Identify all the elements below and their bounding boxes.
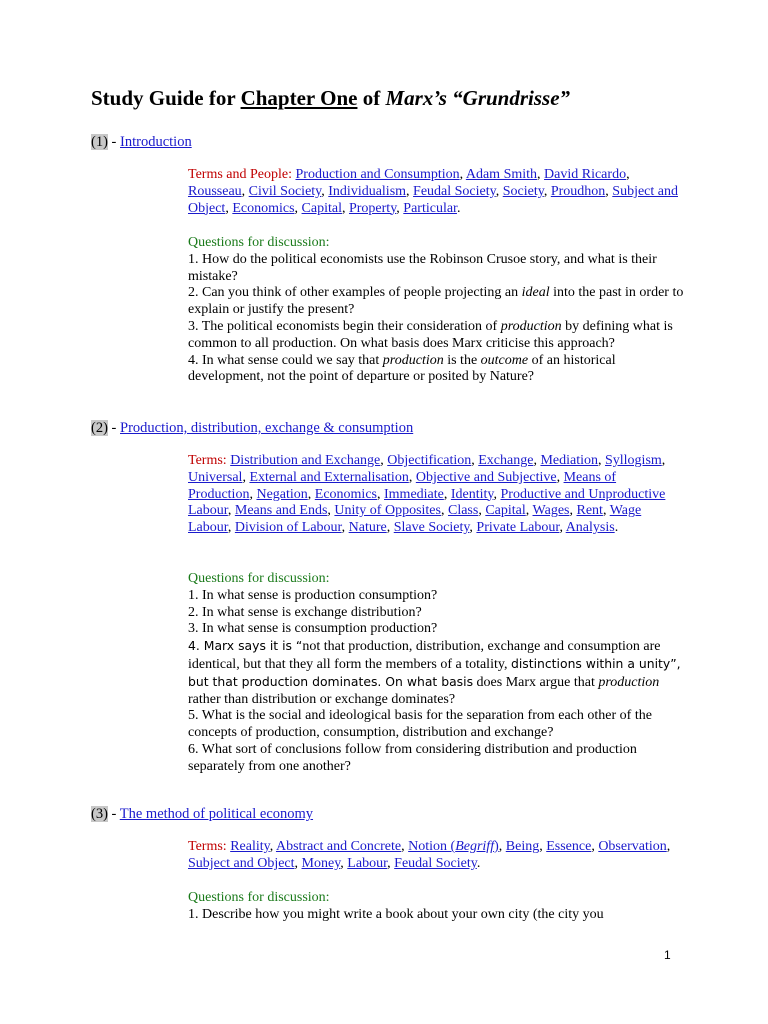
term-link[interactable]: Universal [188,469,243,485]
section-2-terms [188,453,684,537]
questions-label: Questions for discussion: [188,235,330,250]
term-link[interactable]: Money [301,855,341,871]
term-link[interactable]: Objective and Subjective [415,469,557,485]
title-book: Marx’s “Grundrisse” [385,86,571,110]
term-link[interactable]: Observation [598,839,667,854]
section-2-heading [91,420,413,437]
term-link[interactable]: Mediation [540,453,598,468]
terms-list: Reality, Abstract and Concrete, Notion (Begriff), Being, Essence, Observation, Subject and Object, Money, Labour, Feudal Society. [188,839,671,871]
section-3-questions [188,890,684,924]
section-1-heading [91,134,192,151]
term-link[interactable]: Distribution and Exchange [230,453,381,468]
section-number: (2) [91,420,108,436]
term-link[interactable]: Productive and Unproductive Labour [188,486,666,519]
term-link[interactable]: Wages [532,503,570,519]
term-link[interactable]: Means of Production [188,469,617,502]
section-3-terms [188,839,684,873]
term-link[interactable]: Rent [576,503,603,519]
terms-label: Terms: [188,453,231,468]
section-number: (1) [91,134,108,150]
term-link[interactable]: Means and Ends [234,503,328,519]
term-link[interactable]: Particular [403,200,457,216]
question-item: 1. In what sense is production consumption? [188,587,438,603]
term-link[interactable]: Feudal Society [413,183,496,199]
term-link[interactable]: Capital [485,503,526,519]
term-link[interactable]: Essence [546,839,592,854]
term-link[interactable]: Analysis [565,520,615,536]
terms-label: Terms: [188,839,231,854]
term-link[interactable]: Economics [314,486,377,502]
term-link[interactable]: Slave Society [393,520,470,536]
title-prefix: Study Guide for [91,86,241,110]
term-link[interactable]: Abstract and Concrete [275,839,402,854]
term-link[interactable]: Reality [230,839,270,854]
term-link[interactable]: Exchange [478,453,534,468]
term-link[interactable]: Proudhon [550,183,606,199]
term-link[interactable]: Labour [347,855,388,871]
term-link[interactable]: Being [505,839,540,854]
question-item: 2. In what sense is exchange distribution? [188,604,422,620]
term-link[interactable]: Subject and Object [188,855,295,871]
term-link[interactable]: David Ricardo [544,167,627,182]
separator: - [107,420,121,436]
question-item: 3. The political economists begin their consideration of production by defining what is common to all production. On what basis does Marx criticise this approach? [188,318,673,351]
term-link[interactable]: Individualism [328,183,407,199]
term-link[interactable]: Private Labour [476,520,560,536]
terms-list: Distribution and Exchange, Objectification, Exchange, Mediation, Syllogism, Universal, External and Externalisation, Objective and Subjective, Means of Production, Negation, Economics, Immediate, Identity, Productive and Unproductive Labour, Means and Ends, Unity of Opposites, Class, Capital, Wages, Rent, Wage Labour, Division of Labour, Nature, Slave Society, Private Labour, Analysis. [188,453,666,536]
term-link[interactable]: Unity of Opposites [334,503,441,519]
term-link[interactable]: Class [447,503,479,519]
questions-label: Questions for discussion: [188,890,330,905]
section-1-terms [188,167,684,217]
terms-list: Production and Consumption, Adam Smith, David Ricardo, Rousseau, Civil Society, Individualism, Feudal Society, Society, Proudhon, Subject and Object, Economics, Capital, Property, Particular. [188,167,678,216]
question-item: 5. What is the social and ideological basis for the separation from each other of the concepts of production, consumption, distribution and exchange? [188,708,652,741]
question-item: 2. Can you think of other examples of people projecting an ideal into the past in order to explain or justify the present? [188,285,684,318]
term-link[interactable]: Capital [301,200,342,216]
separator: - [107,134,121,150]
term-link[interactable]: Production and Consumption [295,167,460,182]
section-link-production-distribution[interactable]: Production, distribution, exchange & consumption [120,420,414,436]
term-link[interactable]: Adam Smith [465,167,538,182]
term-link[interactable]: Feudal Society [394,855,477,871]
term-link[interactable]: Division of Labour [234,520,342,536]
term-link[interactable]: Identity [450,486,494,502]
separator: - [107,806,120,822]
term-link[interactable]: Objectification [387,453,472,468]
term-link[interactable]: Civil Society [248,183,322,199]
section-2-questions [188,571,684,776]
term-link[interactable]: Immediate [384,486,444,502]
term-link[interactable]: Subject and Object [188,183,678,216]
section-link-method[interactable]: The method of political economy [119,806,314,822]
terms-label: Terms and People: [188,167,296,182]
term-link[interactable]: Wage Labour [188,503,642,536]
page-number: 1 [664,948,671,962]
question-item: 6. What sort of conclusions follow from considering distribution and production separately from one another? [188,741,637,774]
title-of: of [357,86,386,110]
section-link-introduction[interactable]: Introduction [120,134,192,150]
section-1-questions [188,235,684,386]
question-item: 1. How do the political economists use the Robinson Crusoe story, and what is their mistake? [188,251,657,284]
term-link[interactable]: External and Externalisation [249,469,409,485]
question-item: 4. In what sense could we say that production is the outcome of an historical development, not the point of departure or posited by Nature? [188,352,616,385]
term-link[interactable]: Society [502,183,544,199]
question-item: 3. In what sense is consumption production? [188,621,438,637]
title-chapter: Chapter One [240,86,358,110]
term-link[interactable]: Rousseau [188,183,242,199]
question-item: 1. Describe how you might write a book about your own city (the city you [188,906,604,922]
term-link[interactable]: Syllogism [604,453,662,468]
term-link[interactable]: Notion (Begriff) [408,839,499,854]
term-link[interactable]: Property [348,200,397,216]
section-number: (3) [91,806,108,822]
term-link[interactable]: Nature [348,520,387,536]
question-item: 4. Marx says it is “not that production, distribution, exchange and consumption are identical, but that they all form the members of a totality, distinctions within a unity”, but that production dominates. On what basis does Marx argue that production rather than distribution or exchange dominates? [188,638,681,707]
section-3-heading [91,806,313,823]
term-link[interactable]: Negation [256,486,308,502]
term-link[interactable]: Economics [232,200,295,216]
page-title [91,86,570,111]
questions-label: Questions for discussion: [188,571,330,586]
